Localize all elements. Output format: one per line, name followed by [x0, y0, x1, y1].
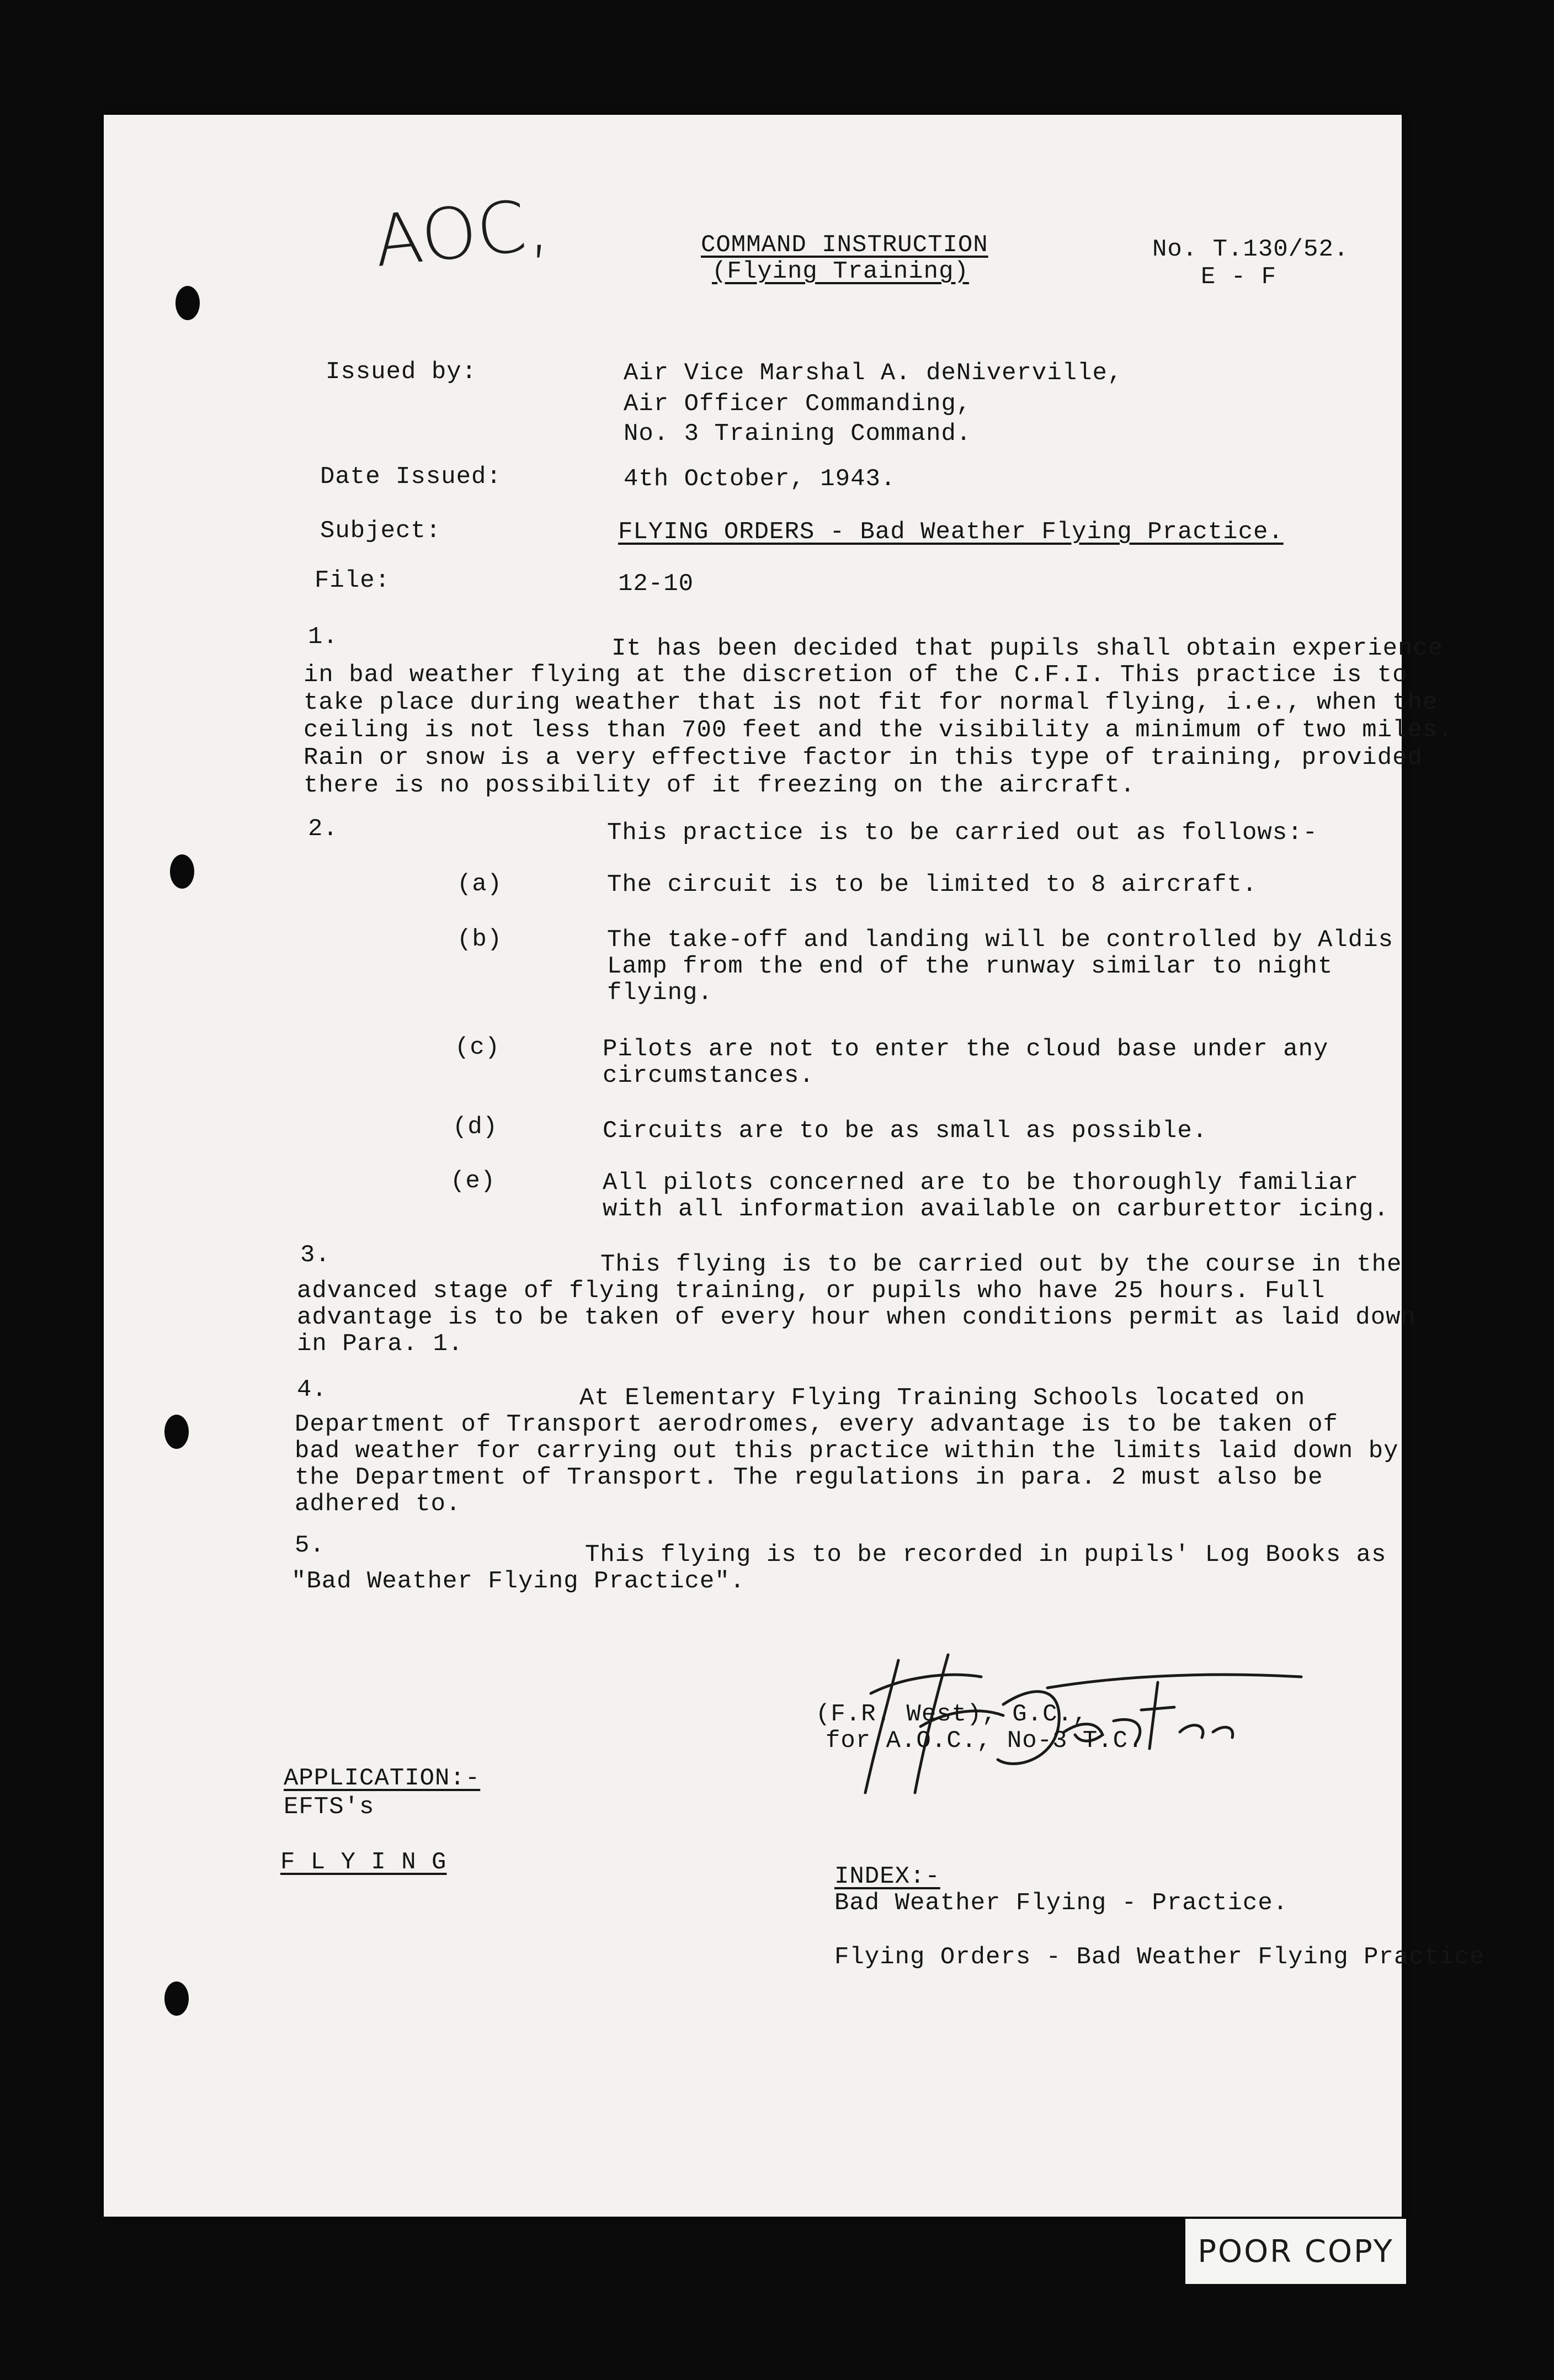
- signatory-name: (F.R. West), G.C.,: [816, 1701, 1088, 1728]
- paragraph-1-line: take place during weather that is not fit for normal flying, i.e., when the: [304, 689, 1438, 716]
- flying-label: F L Y I N G: [280, 1848, 447, 1876]
- list-item-label: (c): [455, 1034, 501, 1061]
- handwritten-mark: AOC,: [370, 183, 553, 284]
- issued-by-line: Air Vice Marshal A. deNiverville,: [624, 359, 1123, 387]
- paragraph-3-line: This flying is to be carried out by the course in the: [600, 1251, 1402, 1278]
- instruction-number: No. T.130/52.: [1152, 236, 1349, 263]
- paragraph-number: 2.: [308, 815, 338, 843]
- poor-copy-stamp: POOR COPY: [1185, 2219, 1406, 2284]
- issued-by-line: Air Officer Commanding,: [624, 390, 972, 418]
- paragraph-4-line: bad weather for carrying out this practice within the limits laid down by: [295, 1437, 1399, 1465]
- paragraph-1-line: in bad weather flying at the discretion of the C.F.I. This practice is to: [304, 661, 1408, 689]
- paragraph-5-line: This flying is to be recorded in pupils' Log Books as: [585, 1541, 1387, 1569]
- file-value: 12-10: [618, 570, 694, 598]
- paragraph-1-line: It has been decided that pupils shall obtain experience: [611, 635, 1444, 662]
- paragraph-number: 3.: [300, 1241, 331, 1269]
- subject-value: FLYING ORDERS - Bad Weather Flying Practice.: [618, 518, 1284, 546]
- list-item-label: (e): [450, 1167, 496, 1195]
- list-item-line: Circuits are to be as small as possible.: [603, 1117, 1208, 1145]
- paragraph-2-intro: This practice is to be carried out as follows:-: [607, 819, 1318, 847]
- paragraph-3-line: advantage is to be taken of every hour when conditions permit as laid down: [297, 1304, 1416, 1331]
- issued-by-line: No. 3 Training Command.: [624, 420, 972, 448]
- punch-hole: [175, 286, 200, 320]
- punch-hole: [164, 1981, 189, 2016]
- paragraph-3-line: advanced stage of flying training, or pupils who have 25 hours. Full: [297, 1277, 1326, 1305]
- application-label: APPLICATION:-: [284, 1765, 481, 1792]
- subject-label: Subject:: [320, 517, 441, 545]
- paragraph-4-line: At Elementary Flying Training Schools located on: [579, 1384, 1306, 1412]
- signatory-title: for A.O.C., No-3 T.C.: [826, 1727, 1143, 1755]
- list-item-line: Pilots are not to enter the cloud base under any: [603, 1035, 1329, 1063]
- instruction-title: COMMAND INSTRUCTION: [701, 231, 988, 259]
- list-item-line: All pilots concerned are to be thoroughly familiar: [603, 1169, 1359, 1197]
- list-item-label: (b): [457, 926, 503, 953]
- paragraph-4-line: the Department of Transport. The regulations in para. 2 must also be: [295, 1464, 1323, 1491]
- list-item-line: The circuit is to be limited to 8 aircraft.: [607, 871, 1258, 899]
- file-label: File:: [315, 567, 391, 594]
- punch-hole: [170, 854, 194, 889]
- list-item-label: (a): [457, 870, 503, 898]
- paragraph-4-line: Department of Transport aerodromes, every advantage is to be taken of: [295, 1411, 1338, 1438]
- paragraph-number: 1.: [308, 623, 338, 651]
- paragraph-1-line: ceiling is not less than 700 feet and the visibility a minimum of two miles.: [304, 716, 1453, 744]
- list-item-line: Lamp from the end of the runway similar to night: [607, 953, 1333, 980]
- punch-hole: [164, 1415, 189, 1449]
- paragraph-number: 4.: [297, 1376, 327, 1404]
- list-item-line: The take-off and landing will be controlled by Aldis: [607, 926, 1394, 954]
- list-item-line: with all information available on carburettor icing.: [603, 1196, 1390, 1223]
- paragraph-1-line: there is no possibility of it freezing on the aircraft.: [304, 772, 1136, 799]
- paragraph-5-line: "Bad Weather Flying Practice".: [291, 1568, 746, 1595]
- list-item-label: (d): [453, 1113, 498, 1141]
- date-label: Date Issued:: [320, 463, 502, 491]
- paragraph-3-line: in Para. 1.: [297, 1330, 464, 1358]
- instruction-subtitle: (Flying Training): [712, 258, 969, 285]
- paragraph-4-line: adhered to.: [295, 1490, 461, 1518]
- document-page: [104, 115, 1485, 2217]
- index-line: Bad Weather Flying - Practice.: [834, 1889, 1289, 1917]
- paragraph-number: 5.: [295, 1532, 325, 1559]
- application-value: EFTS's: [284, 1793, 375, 1821]
- list-item-line: circumstances.: [603, 1062, 815, 1090]
- list-item-line: flying.: [607, 979, 713, 1007]
- paragraph-1-line: Rain or snow is a very effective factor in this type of training, provided: [304, 744, 1423, 772]
- issued-by-label: Issued by:: [326, 358, 477, 386]
- index-line: Flying Orders - Bad Weather Flying Practice: [834, 1943, 1485, 1971]
- index-label: INDEX:-: [834, 1863, 940, 1890]
- date-value: 4th October, 1943.: [624, 465, 896, 493]
- instruction-code: E - F: [1201, 263, 1277, 291]
